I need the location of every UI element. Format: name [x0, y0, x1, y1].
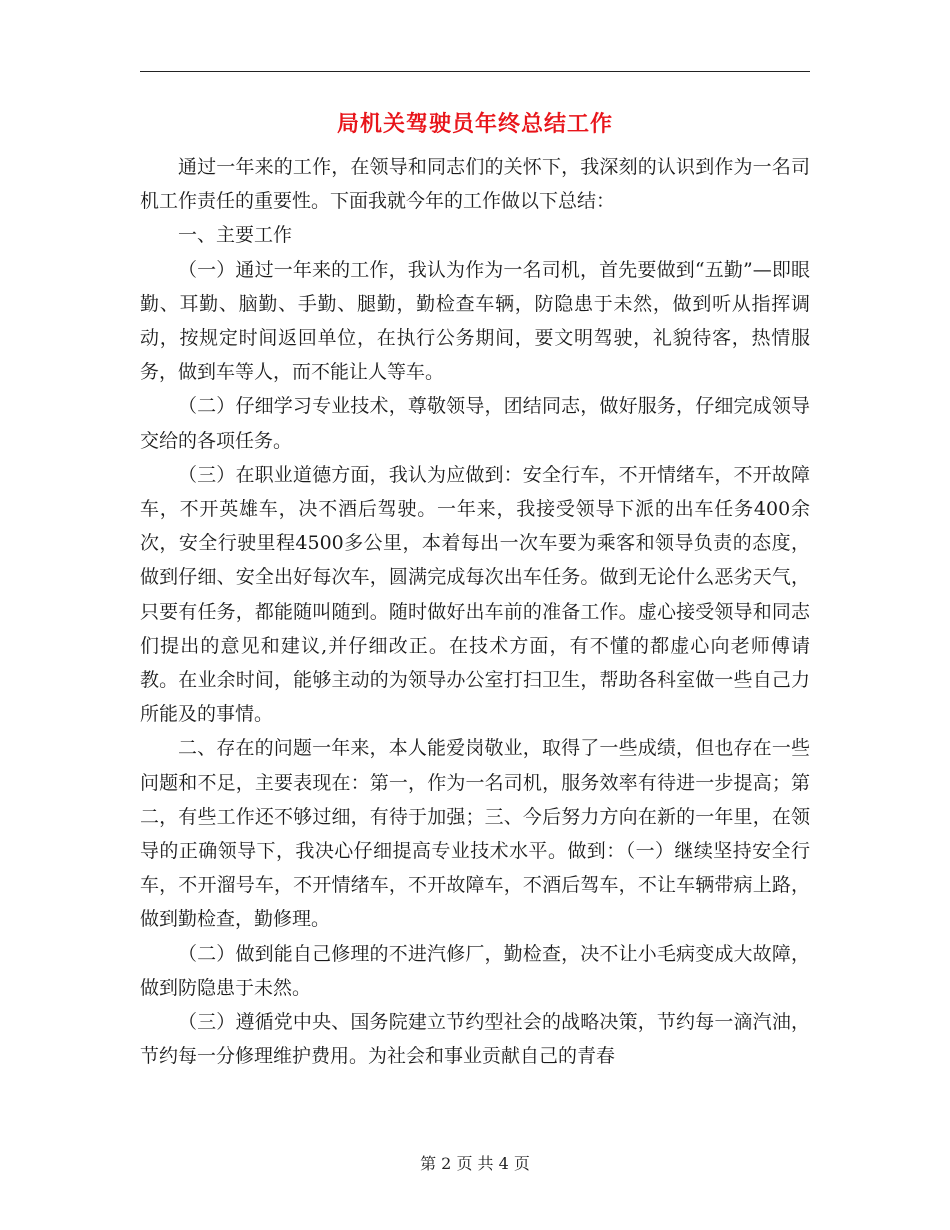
page-number: 第 2 页 共 4 页 — [420, 1154, 530, 1173]
paragraph-item-3: （三）在职业道德方面，我认为应做到：安全行车，不开情绪车，不开故障车，不开英雄车，决不酒后驾驶。一年来，我接受领导下派的出车任务400余次，安全行驶里程4500多公里，本着每出一次车要为乘客和领导负责的态度，做到仔细、安全出好每次车，圆满完成每次出车任务。做到无论什么恶劣天气，只要有任务，都能随叫随到。随时做好出车前的准备工作。虚心接受领导和同志们提出的意见和建议,并仔细改正。在技术方面，有不懂的都虚心向老师傅请教。在业余时间，能够主动的为领导办公室打扫卫生，帮助各科室做一些自己力所能及的事情。 — [140, 463, 810, 726]
paragraph-plan-3: （三）遵循党中央、国务院建立节约型社会的战略决策，节约每一滴汽油，节约每一分修理维护费用。为社会和事业贡献自己的青春 — [140, 1011, 810, 1068]
document-body — [140, 150, 810, 1073]
paragraph-problems: 二、存在的问题一年来，本人能爱岗敬业，取得了一些成绩，但也存在一些问题和不足，主要表现在：第一，作为一名司机，服务效率有待进一步提高；第二，有些工作还不够过细，有待于加强；三、今后努力方向在新的一年里，在领导的正确领导下，我决心仔细提高专业技术水平。做到：（一）继续坚持安全行车，不开溜号车，不开情绪车，不开故障车，不酒后驾车，不让车辆带病上路，做到勤检查，勤修理。 — [140, 737, 810, 931]
paragraph-item-2: （二）仔细学习专业技术，尊敬领导，团结同志，做好服务，仔细完成领导交给的各项任务。 — [140, 395, 810, 452]
paragraph-plan-2: （二）做到能自己修理的不进汽修厂，勤检查，决不让小毛病变成大故障，做到防隐患于未然。 — [140, 942, 810, 999]
heading-main-work: 一、主要工作 — [178, 224, 293, 247]
paragraph-item-1: （一）通过一年来的工作，我认为作为一名司机，首先要做到“五勤”—即眼勤、耳勤、脑勤、手勤、腿勤，勤检查车辆，防隐患于未然，做到听从指挥调动，按规定时间返回单位，在执行公务期间，要文明驾驶，礼貌待客，热情服务，做到车等人，而不能让人等车。 — [140, 258, 810, 384]
document-title: 局机关驾驶员年终总结工作 — [336, 111, 613, 137]
header-rule — [140, 71, 810, 72]
paragraph-intro: 通过一年来的工作，在领导和同志们的关怀下，我深刻的认识到作为一名司机工作责任的重要性。下面我就今年的工作做以下总结： — [140, 156, 810, 213]
